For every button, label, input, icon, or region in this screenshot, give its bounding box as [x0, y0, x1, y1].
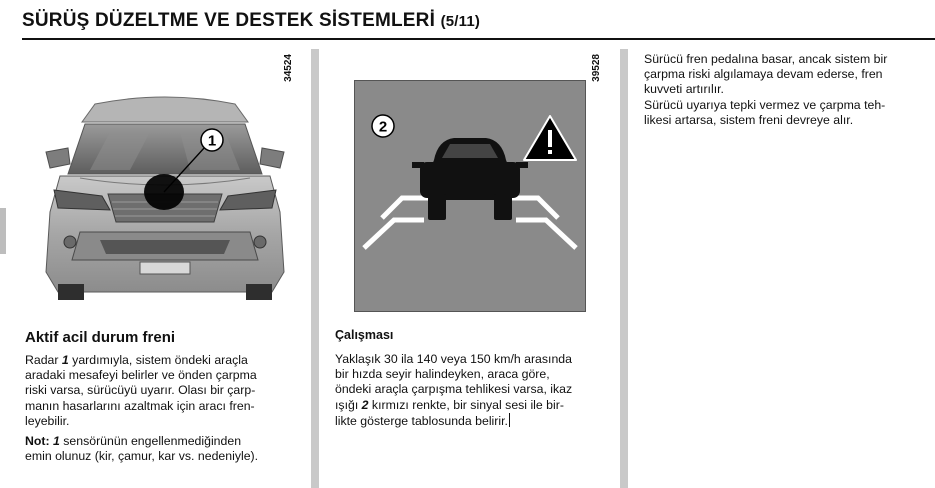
- text-span: likte gösterge tablosunda belirir.: [335, 413, 508, 428]
- figure-code-middle: 39528: [591, 54, 602, 82]
- ref-number-1: 1: [53, 434, 60, 449]
- page-title: [22, 10, 480, 32]
- text-span: kırmızı renkte, bir sinyal sesi ile bir-: [368, 397, 564, 412]
- section-title-emergency-brake: Aktif acil durum freni: [25, 329, 176, 346]
- callout-1-label: 1: [207, 132, 217, 150]
- ref-number-2: 2: [361, 397, 369, 412]
- subsection-title-operation: Çalışması: [335, 328, 394, 342]
- ref-number-1: 1: [61, 353, 69, 367]
- page-title-text: SÜRÜŞ DÜZELTME VE DESTEK SİSTEMLERİ: [22, 10, 436, 31]
- text-line: manın hasarlarını azaltmak için aracı fren-: [25, 398, 255, 413]
- middle-column-text: [335, 352, 572, 429]
- text-line: kuvveti artırılır.: [644, 82, 724, 97]
- column-separator-left: [311, 49, 319, 488]
- text-line: aradaki mesafeyi belirler ve önden çarpma: [25, 368, 257, 383]
- text-line: [335, 413, 572, 429]
- text-line: [25, 353, 258, 368]
- text-cursor: [509, 413, 510, 427]
- text-line: Yaklaşık 30 ila 140 veya 150 km/h arasında: [335, 352, 572, 366]
- left-column-text: [25, 353, 258, 464]
- page-counter: (5/11): [440, 13, 481, 30]
- warning-display-illustration: [354, 80, 586, 312]
- text-line: bir hızda seyir halindeyken, araca göre,: [335, 367, 550, 382]
- text-line: riski varsa, sürücüyü uyarır. Olası bir çarp-: [25, 383, 256, 398]
- note-label: Not:: [25, 434, 50, 449]
- text-span: yardımıyla, sistem öndeki araçla: [68, 353, 248, 367]
- text-line: Sürücü uyarıya tepki vermez ve çarpma teh-: [644, 97, 886, 112]
- callout-2-label: 2: [378, 118, 388, 136]
- edge-tab-marker: [0, 208, 6, 254]
- text-line: Sürücü fren pedalına basar, ancak sistem bir: [644, 52, 888, 66]
- text-line: emin olunuz (kir, çamur, kar vs. nedeniyle).: [25, 449, 259, 464]
- text-line: öndeki araçla çarpışma tehlikesi varsa, ikaz: [335, 382, 573, 397]
- note-line: [25, 434, 258, 449]
- text-span: sensörünün engellenmediğinden: [59, 434, 242, 449]
- right-column-text: [644, 52, 887, 128]
- figure-code-left: 34524: [283, 54, 294, 82]
- text-line: [335, 398, 572, 413]
- text-line: çarpma riski algılamaya devam ederse, fren: [644, 67, 883, 82]
- text-span: ışığı: [335, 397, 362, 412]
- column-separator-right: [620, 49, 628, 488]
- text-span: Radar: [25, 353, 62, 367]
- car-front-illustration: [40, 92, 290, 302]
- text-line: likesi artarsa, sistem freni devreye alır.: [644, 112, 854, 127]
- header-rule: [22, 38, 935, 40]
- text-line: leyebilir.: [25, 413, 70, 428]
